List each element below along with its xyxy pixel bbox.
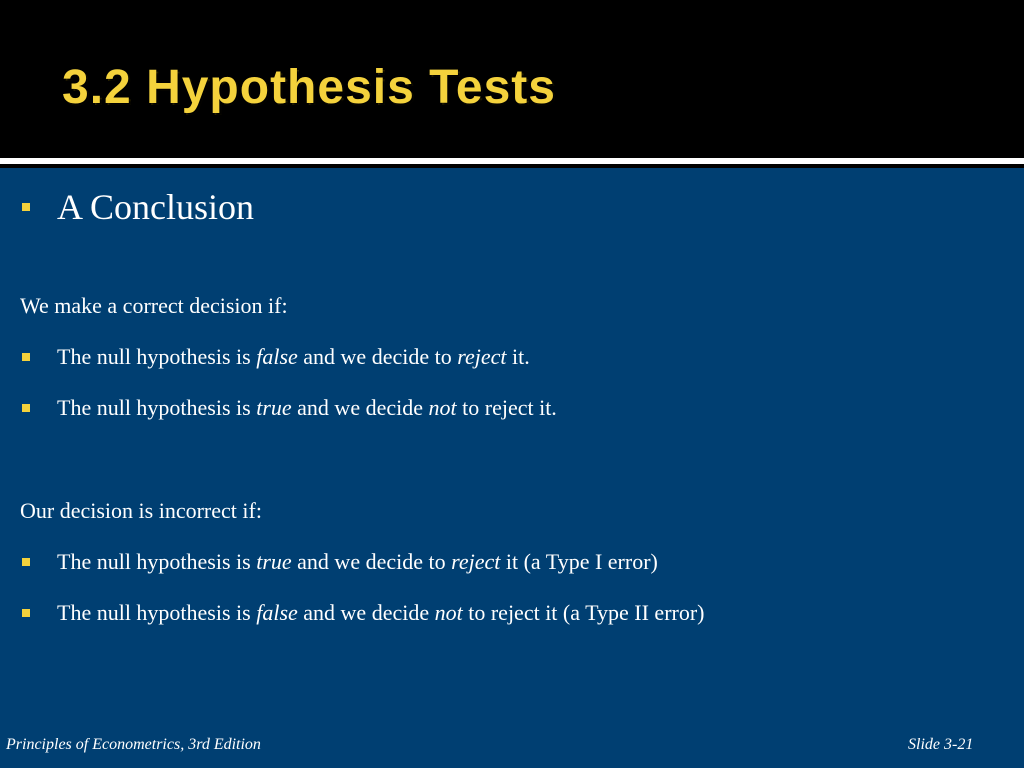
slide-title: 3.2 Hypothesis Tests: [62, 61, 556, 114]
bullet-icon: [22, 609, 30, 617]
bullet-icon: [22, 203, 30, 211]
incorrect-item-2: The null hypothesis is false and we decide not to reject it (a Type II error): [57, 600, 705, 625]
bullet-icon: [22, 404, 30, 412]
correct-item-2: The null hypothesis is true and we decide not to reject it.: [57, 395, 557, 420]
footer-slide-number: Slide 3-21: [908, 736, 974, 753]
correct-intro: We make a correct decision if:: [20, 293, 288, 318]
slide-heading: A Conclusion: [57, 187, 255, 227]
bullet-icon: [22, 353, 30, 361]
bullet-icon: [22, 558, 30, 566]
correct-item-1: The null hypothesis is false and we decide to reject it.: [57, 344, 530, 369]
incorrect-item-1: The null hypothesis is true and we decide to reject it (a Type I error): [57, 549, 658, 574]
incorrect-intro: Our decision is incorrect if:: [20, 498, 262, 523]
footer-book-title: Principles of Econometrics, 3rd Edition: [6, 736, 261, 753]
